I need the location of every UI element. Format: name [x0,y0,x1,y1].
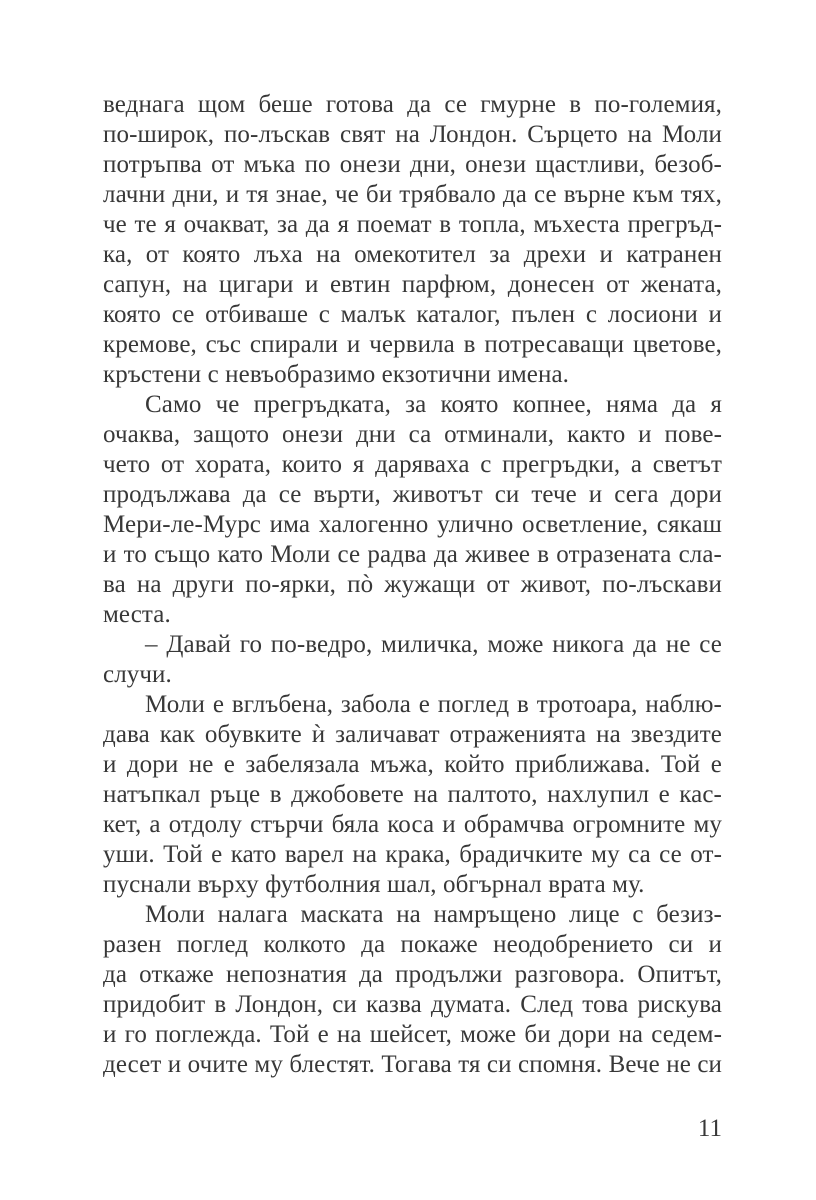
text-line: ка, от която лъха на омекотител за дрехи и катранен [103,241,722,268]
text-line: и го поглежда. Той е на шейсет, може би дори на седем- [103,1021,722,1048]
text-line: места. [103,601,171,628]
text-line: продължава да се върти, животът си тече и сега дори [103,481,722,508]
text-line: по-широк, по-лъскав свят на Лондон. Сърцето на Моли [103,121,722,148]
text-line: кръстени с невъобразимо екзотични имена. [103,361,569,388]
text-line: Мери-ле-Мурс има халогенно улично осветление, сякаш [103,511,722,538]
text-line: да откаже непознатия да продължи разговора. Опитът, [103,961,722,988]
text-line: потръпва от мъка по онези дни, онези щастливи, безоб- [103,151,722,178]
text-line: придобит в Лондон, си казва думата. След това рискува [103,991,722,1018]
text-line: разен поглед колкото да покаже неодобрението си и [103,931,722,958]
text-line: че те я очакват, за да я поемат в топла, мъхеста прегръд- [103,211,722,238]
text-line: кремове, със спирали и червила в потресаващи цветове, [103,331,722,358]
text-line: ва на други по-ярки, пò жужащи от живот, по-лъскави [103,571,722,598]
text-line: натъпкал ръце в джобовете на палтото, нахлупил е кас- [103,781,722,808]
text-line: пуснали върху футболния шал, обгърнал врата му. [103,871,645,898]
text-line: лачни дни, и тя знае, че би трябвало да се върне към тях, [103,181,722,208]
text-line: дава как обувките ѝ заличават отраженията на звездите [103,721,722,748]
body-text [103,90,722,1080]
text-line: уши. Той е като варел на крака, брадичките му са се от- [103,841,722,868]
text-line: десет и очите му блестят. Тогава тя си спомня. Вече не си [103,1051,722,1078]
text-line: очаква, защото онези дни са отминали, както и пове- [103,421,722,448]
text-line: и дори не е забелязала мъжа, който приближава. Той е [103,751,722,778]
text-line: чето от хората, които я даряваха с прегръдки, а светът [103,451,722,478]
text-line: – Давай го по-ведро, миличка, може никога да не се [145,631,722,658]
text-line: веднага щом беше готова да се гмурне в по-големия, [103,91,722,118]
text-line: Моли е вглъбена, забола е поглед в тротоара, наблю- [145,691,722,718]
text-line: Само че прегръдката, за която копнее, няма да я [145,391,722,418]
text-line: кет, а отдолу стърчи бяла коса и обрамчва огромните му [103,811,722,838]
text-line: Моли налага маската на намръщено лице с безиз- [145,901,722,928]
text-line: сапун, на цигари и евтин парфюм, донесен от жената, [103,271,722,298]
text-line: и то също като Моли се радва да живее в отразената сла- [103,541,722,568]
text-line: случи. [103,661,172,688]
page-number: 11 [697,1115,722,1142]
text-line: която се отбиваше с малък каталог, пълен с лосиони и [103,301,722,328]
